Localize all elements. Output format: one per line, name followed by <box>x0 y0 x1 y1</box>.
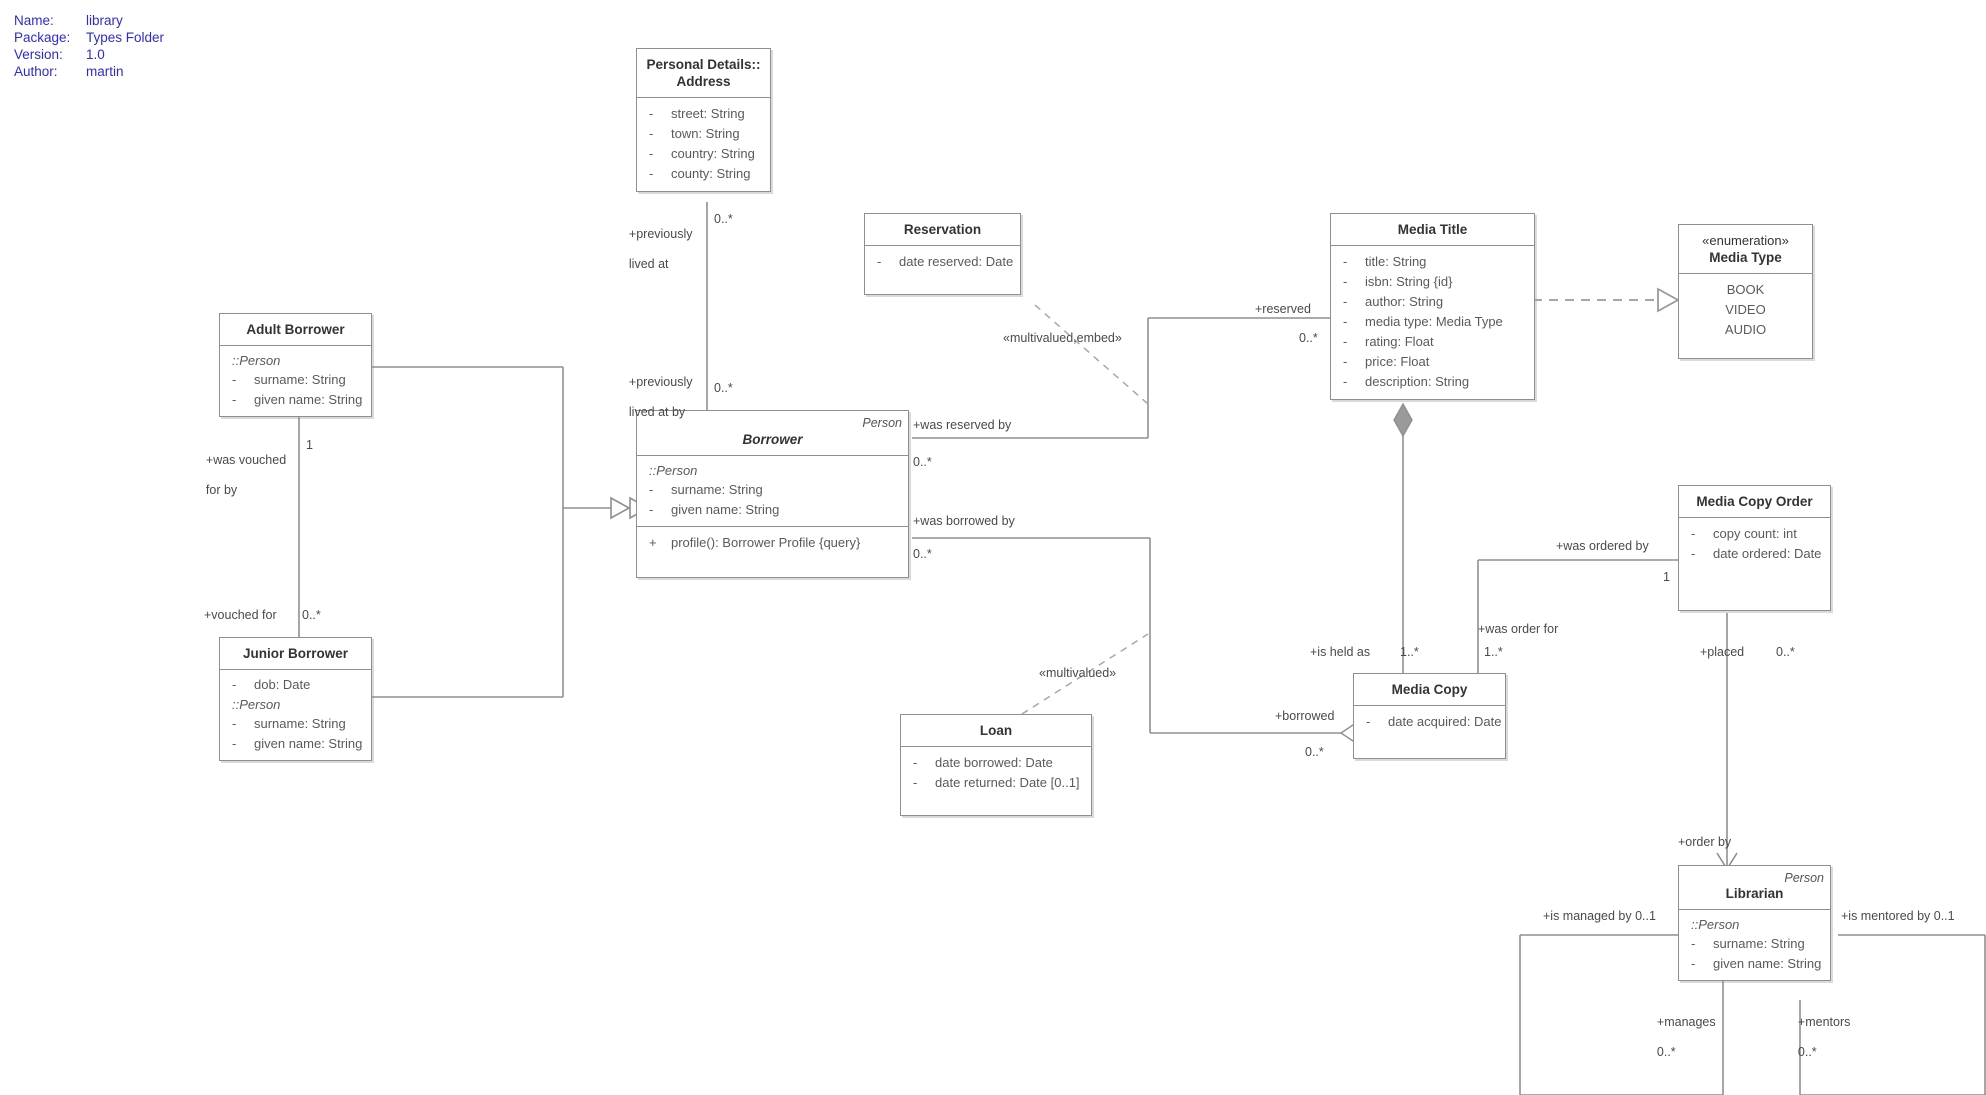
attribute-row <box>641 144 766 164</box>
attribute-label: given name: String <box>254 736 363 751</box>
enum-literal: VIDEO <box>1725 302 1766 317</box>
class-media-type-enumeration[interactable] <box>1678 224 1813 359</box>
role-label-reserved: +reserved <box>1255 302 1311 316</box>
role-label-line2: for by <box>205 483 238 497</box>
visibility-marker: - <box>1343 314 1348 329</box>
role-label-was-borrowed-by: +was borrowed by <box>913 514 1015 528</box>
owner-tag-librarian: Person <box>1784 871 1824 885</box>
diagram-metadata <box>14 12 164 80</box>
inherited-from-label: ::Person <box>1691 917 1740 932</box>
attribute-label: description: String <box>1365 374 1470 389</box>
attribute-label: rating: Float <box>1365 334 1434 349</box>
attribute-label: date reserved: Date <box>899 254 1014 269</box>
attribute-label: given name: String <box>254 392 363 407</box>
class-name-address-line1: Personal Details:: <box>646 57 761 72</box>
class-loan[interactable] <box>900 714 1092 816</box>
metadata-key-package: Package: <box>14 30 71 45</box>
multiplicity-was-borrowed-by: 0..* <box>913 547 932 561</box>
metadata-value-name: library <box>86 13 123 28</box>
visibility-marker: - <box>232 736 237 751</box>
multiplicity-is-held-as: 1..* <box>1400 645 1419 659</box>
role-label-was-vouched-for-by <box>192 438 286 513</box>
role-label-manages <box>1643 1000 1716 1075</box>
multiplicity-reserved: 0..* <box>1299 331 1318 345</box>
class-name-librarian: Librarian <box>1725 886 1784 901</box>
stereotype-label-multivalued-embed: «multivalued,embed» <box>1003 331 1122 345</box>
class-reservation[interactable] <box>864 213 1021 295</box>
attribute-row <box>224 734 367 754</box>
class-header-media-copy-order <box>1679 486 1830 517</box>
visibility-marker: - <box>649 146 654 161</box>
class-media-title[interactable] <box>1330 213 1535 400</box>
visibility-marker: - <box>1366 714 1371 729</box>
class-personal-details-address[interactable] <box>636 48 771 192</box>
attribute-label: copy count: int <box>1713 526 1797 541</box>
class-media-copy-order[interactable] <box>1678 485 1831 611</box>
metadata-value-author: martin <box>86 64 124 79</box>
visibility-marker: - <box>1691 936 1696 951</box>
visibility-marker: + <box>649 535 657 550</box>
metadata-value-package: Types Folder <box>86 30 165 45</box>
class-name-address-line2: Address <box>676 74 731 89</box>
attribute-row <box>1683 954 1826 974</box>
visibility-marker: - <box>232 392 237 407</box>
role-label-line1: +previously <box>628 227 693 241</box>
metadata-row-package <box>14 29 164 46</box>
visibility-marker: - <box>1343 374 1348 389</box>
attribute-label: author: String <box>1365 294 1444 309</box>
class-name-junior-borrower: Junior Borrower <box>242 646 348 661</box>
attribute-label: price: Float <box>1365 354 1430 369</box>
class-header-reservation <box>865 214 1020 245</box>
enum-literal: AUDIO <box>1724 322 1767 337</box>
role-label-is-held-as: +is held as <box>1310 645 1371 659</box>
attribute-row <box>641 124 766 144</box>
class-header-librarian <box>1679 866 1830 909</box>
attribute-label: media type: Media Type <box>1365 314 1503 329</box>
attribute-row <box>224 370 367 390</box>
visibility-marker: - <box>232 372 237 387</box>
multiplicity-was-vouched-for-by: 1 <box>306 438 313 452</box>
operations-borrower <box>637 527 908 577</box>
visibility-marker: - <box>1691 546 1696 561</box>
attribute-label: given name: String <box>1713 956 1822 971</box>
metadata-key-author: Author: <box>14 64 58 79</box>
class-header-media-type <box>1679 225 1812 273</box>
role-label-placed: +placed <box>1700 645 1745 659</box>
role-label-order-by: +order by <box>1678 835 1732 849</box>
class-header-media-title <box>1331 214 1534 245</box>
visibility-marker: - <box>1343 354 1348 369</box>
attribute-row <box>1335 332 1530 352</box>
attribute-row <box>1335 292 1530 312</box>
multiplicity-was-reserved-by: 0..* <box>913 455 932 469</box>
attribute-row <box>224 390 367 410</box>
class-adult-borrower[interactable] <box>219 313 372 417</box>
attribute-row <box>905 753 1087 773</box>
role-label-text: +mentors <box>1797 1015 1851 1029</box>
attribute-label: town: String <box>671 126 740 141</box>
visibility-marker: - <box>649 126 654 141</box>
multiplicity-previously-lived-at-by: 0..* <box>714 381 733 395</box>
multiplicity-was-ordered-by: 1 <box>1663 570 1670 584</box>
class-header-media-copy <box>1354 674 1505 705</box>
inherited-attributes-adult-borrower <box>220 346 371 416</box>
class-header-loan <box>901 715 1091 746</box>
class-name-adult-borrower: Adult Borrower <box>246 322 345 337</box>
visibility-marker: - <box>913 755 918 770</box>
visibility-marker: - <box>877 254 882 269</box>
class-borrower[interactable] <box>636 410 909 578</box>
attribute-row <box>1335 312 1530 332</box>
visibility-marker: - <box>1343 274 1348 289</box>
attribute-row <box>1683 934 1826 954</box>
attribute-label: title: String <box>1365 254 1427 269</box>
multiplicity-mentors: 0..* <box>1797 1045 1817 1059</box>
attribute-row <box>224 675 367 695</box>
multiplicity-manages: 0..* <box>1656 1045 1676 1059</box>
attributes-borrower <box>637 456 908 526</box>
multiplicity-previously-lived-at: 0..* <box>714 212 733 226</box>
multiplicity-vouched-for: 0..* <box>302 608 321 622</box>
stereotype-label-enumeration: «enumeration» <box>1702 233 1789 248</box>
stereotype-label-multivalued: «multivalued» <box>1039 666 1117 680</box>
visibility-marker: - <box>1691 956 1696 971</box>
attribute-label: date ordered: Date <box>1713 546 1822 561</box>
role-label-previously-lived-at <box>615 212 692 287</box>
attribute-row <box>869 252 1016 272</box>
attribute-row <box>641 500 904 520</box>
attribute-label: surname: String <box>254 716 346 731</box>
role-label-was-reserved-by: +was reserved by <box>913 418 1012 432</box>
class-header-junior-borrower <box>220 638 371 669</box>
attribute-label: dob: Date <box>254 677 311 692</box>
role-label-was-order-for: +was order for <box>1478 622 1559 636</box>
class-header-address <box>637 49 770 97</box>
multiplicity-placed: 0..* <box>1776 645 1795 659</box>
metadata-value-version: 1.0 <box>86 47 105 62</box>
visibility-marker: - <box>649 106 654 121</box>
attribute-label: given name: String <box>671 502 780 517</box>
inherited-from-label: ::Person <box>232 697 281 712</box>
multiplicity-borrowed: 0..* <box>1305 745 1324 759</box>
visibility-marker: - <box>232 677 237 692</box>
attribute-row <box>1335 352 1530 372</box>
metadata-key-version: Version: <box>14 47 63 62</box>
class-header-adult-borrower <box>220 314 371 345</box>
attribute-row <box>641 480 904 500</box>
class-name-reservation: Reservation <box>903 222 982 237</box>
role-label-was-ordered-by: +was ordered by <box>1556 539 1649 553</box>
role-label-mentors <box>1784 1000 1850 1075</box>
enum-literal: BOOK <box>1726 282 1765 297</box>
metadata-row-author <box>14 63 164 80</box>
attributes-address <box>637 98 770 191</box>
role-label-text: +manages <box>1656 1015 1716 1029</box>
visibility-marker: - <box>649 502 654 517</box>
class-name-media-type: Media Type <box>1709 250 1782 265</box>
attributes-junior-borrower <box>220 670 371 760</box>
attribute-row <box>1358 712 1501 732</box>
inherited-from-label: ::Person <box>232 353 281 368</box>
class-name-loan: Loan <box>979 723 1013 738</box>
class-name-media-copy: Media Copy <box>1391 682 1468 697</box>
attribute-row <box>905 773 1087 793</box>
class-media-copy[interactable] <box>1353 673 1506 759</box>
attribute-row <box>641 164 766 184</box>
attribute-label: date acquired: Date <box>1388 714 1502 729</box>
attribute-row <box>641 104 766 124</box>
operation-row <box>641 533 904 553</box>
attribute-row <box>1683 524 1826 544</box>
attribute-row <box>1683 544 1826 564</box>
attributes-media-copy-order <box>1679 518 1830 610</box>
attributes-reservation <box>865 246 1020 294</box>
visibility-marker: - <box>1691 526 1696 541</box>
role-label-line2: lived at by <box>628 405 686 419</box>
attributes-media-title <box>1331 246 1534 399</box>
multiplicity-was-order-for: 1..* <box>1484 645 1503 659</box>
owner-tag-borrower: Person <box>862 416 902 430</box>
attribute-label: date returned: Date [0..1] <box>935 775 1080 790</box>
attribute-row <box>1335 272 1530 292</box>
role-label-vouched-for: +vouched for <box>204 608 277 622</box>
visibility-marker: - <box>649 482 654 497</box>
role-label-line1: +previously <box>628 375 693 389</box>
attribute-label: surname: String <box>671 482 763 497</box>
attribute-row <box>224 714 367 734</box>
role-label-is-managed-by: +is managed by 0..1 <box>1543 909 1656 923</box>
role-label-borrowed: +borrowed <box>1275 709 1335 723</box>
class-name-borrower: Borrower <box>742 432 803 447</box>
visibility-marker: - <box>913 775 918 790</box>
operation-label: profile(): Borrower Profile {query} <box>671 535 861 550</box>
attribute-row <box>1335 252 1530 272</box>
literals-media-type <box>1679 274 1812 358</box>
visibility-marker: - <box>1343 254 1348 269</box>
attributes-media-copy <box>1354 706 1505 758</box>
attribute-label: country: String <box>671 146 755 161</box>
attribute-label: date borrowed: Date <box>935 755 1053 770</box>
class-librarian[interactable] <box>1678 865 1831 981</box>
visibility-marker: - <box>1343 334 1348 349</box>
class-name-media-title: Media Title <box>1397 222 1468 237</box>
visibility-marker: - <box>1343 294 1348 309</box>
visibility-marker: - <box>232 716 237 731</box>
attribute-label: surname: String <box>254 372 346 387</box>
metadata-key-name: Name: <box>14 13 54 28</box>
class-name-media-copy-order: Media Copy Order <box>1696 494 1813 509</box>
attribute-row <box>1335 372 1530 392</box>
metadata-row-version <box>14 46 164 63</box>
attributes-loan <box>901 747 1091 815</box>
role-label-line1: +was vouched <box>205 453 287 467</box>
attributes-librarian <box>1679 910 1830 980</box>
metadata-row-name <box>14 12 164 29</box>
attribute-label: surname: String <box>1713 936 1805 951</box>
inherited-from-label: ::Person <box>649 463 698 478</box>
role-label-line2: lived at <box>628 257 669 271</box>
attribute-label: county: String <box>671 166 751 181</box>
class-junior-borrower[interactable] <box>219 637 372 761</box>
attribute-label: isbn: String {id} <box>1365 274 1453 289</box>
role-label-is-mentored-by: +is mentored by 0..1 <box>1841 909 1955 923</box>
visibility-marker: - <box>649 166 654 181</box>
attribute-label: street: String <box>671 106 745 121</box>
role-label-previously-lived-at-by <box>615 360 692 435</box>
